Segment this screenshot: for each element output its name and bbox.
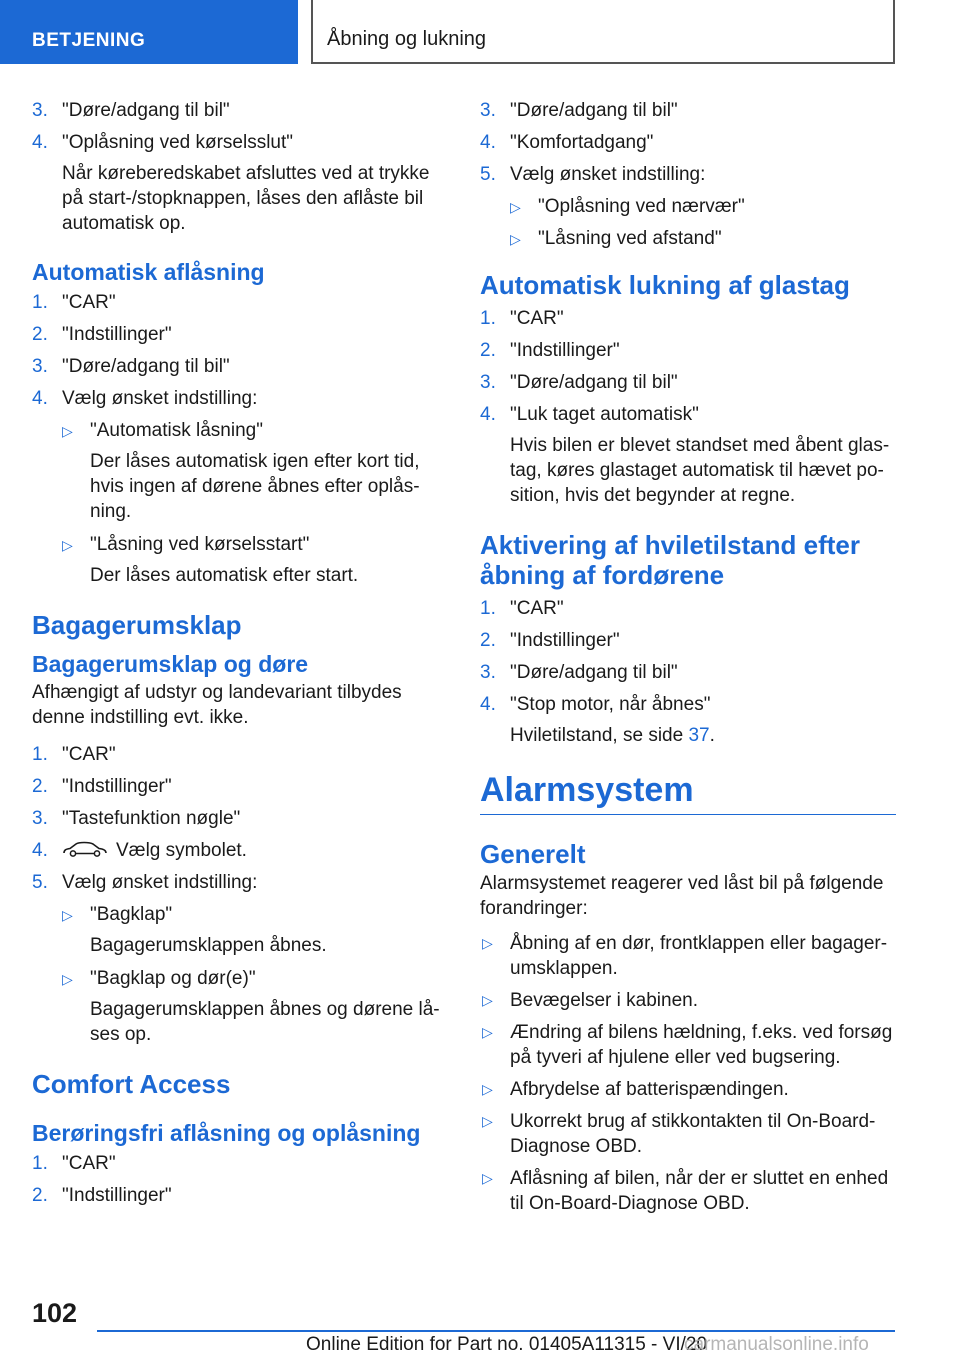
list-item: 3. "Døre/adgang til bil" (480, 372, 678, 393)
heading-comfort-access: Comfort Access (32, 1069, 231, 1099)
bullet-item: ▷ Aflåsning af bilen, når der er sluttet en enhed til On-Board-Diagnose OBD. (482, 1168, 889, 1214)
triangle-bullet-icon: ▷ (510, 231, 521, 247)
list-item: 4. "Oplåsning ved kørselsslut" (32, 132, 294, 153)
heading-touchfree: Berøringsfri aflåsning og oplåsning (32, 1120, 421, 1146)
triangle-bullet-icon: ▷ (62, 907, 73, 923)
list-item: 1. "CAR" (32, 1153, 116, 1174)
chapter-title: Åbning og lukning (311, 0, 895, 64)
bullet-item: ▷ "Låsning ved kørselsstart" (32, 532, 442, 558)
list-item: 2. "Indstillinger" (480, 340, 620, 361)
right-column (480, 98, 896, 1223)
heading-glass-roof: Automatisk lukning af glastag (480, 270, 850, 300)
triangle-bullet-icon: ▷ (482, 1024, 493, 1040)
list-item: 5. Vælg ønsket indstilling: (480, 164, 706, 185)
list-item: 3. "Døre/adgang til bil" (32, 356, 230, 377)
list-item: 3. "Tastefunktion nøgle" (32, 808, 241, 829)
heading-general: Generelt (480, 839, 586, 869)
list-item: 2. "Indstillinger" (32, 1185, 172, 1206)
heading-tailgate: Bagagerumsklap (32, 610, 242, 640)
list-item: 1. "CAR" (32, 292, 116, 313)
list-item: 2. "Indstillinger" (32, 776, 172, 797)
bullet-item: ▷ "Bagklap og dør(e)" (32, 966, 442, 992)
bullet-item: ▷ Bevægelser i kabinen. (482, 990, 698, 1011)
item-description: Når køreberedskabet afsluttes ved at trykke på start-/stopknappen, låses den aflåste bil automatisk op. (62, 163, 430, 234)
bullet-description: Der låses automatisk igen efter kort tid, hvis ingen af dørene åbnes efter oplåsning. (90, 451, 420, 522)
triangle-bullet-icon: ▷ (62, 423, 73, 439)
list-item: 4. Vælg ønsket indstilling: (32, 388, 258, 409)
bullet-item: ▷ "Låsning ved afstand" (480, 226, 896, 252)
triangle-bullet-icon: ▷ (510, 199, 521, 215)
triangle-bullet-icon: ▷ (482, 1170, 493, 1186)
tailgate-paragraph: Afhængigt af udstyr og landevariant tilbydes denne indstilling evt. ikke. (32, 682, 402, 728)
list-item: 1. "CAR" (480, 308, 564, 329)
list-item: 1. "CAR" (480, 598, 564, 619)
general-paragraph: Alarmsystemet reagerer ved låst bil på følgende forandringer: (480, 873, 884, 919)
triangle-bullet-icon: ▷ (482, 1081, 493, 1097)
list-item: 4. Vælg symbolet. (32, 840, 247, 861)
bullet-item: ▷ Ændring af bilens hældning, f.eks. ved forsøg på tyveri af hjulene eller ved bugsering. (482, 1022, 893, 1068)
bullet-description: Bagagerumsklappen åbnes. (90, 935, 327, 956)
list-item: 1. "CAR" (32, 744, 116, 765)
edition-text: Online Edition for Part no. 01405A11315 - VI/20 (306, 1334, 708, 1355)
list-item: 5. Vælg ønsket indstilling: (32, 872, 258, 893)
bullet-item: ▷ "Automatisk låsning" (32, 418, 442, 444)
left-column (32, 98, 442, 1215)
watermark: carmanualsonline.info (684, 1334, 869, 1355)
heading-tailgate-doors: Bagagerumsklap og døre (32, 651, 309, 677)
heading-rest-state: Aktivering af hviletilstand efter åbning af fordørene (480, 530, 860, 590)
triangle-bullet-icon: ▷ (62, 971, 73, 987)
section-tab: BETJENING (0, 0, 298, 64)
car-icon (62, 840, 108, 858)
list-item: 3. "Døre/adgang til bil" (480, 100, 678, 121)
list-item: 2. "Indstillinger" (32, 324, 172, 345)
list-item: 3. "Døre/adgang til bil" (32, 100, 230, 121)
page-number: 102 (32, 1298, 78, 1328)
list-item: 2. "Indstillinger" (480, 630, 620, 651)
page-reference-link[interactable]: 37 (688, 725, 710, 746)
list-item: 4. "Komfortadgang" (480, 132, 654, 153)
list-item: 4. "Stop motor, når åbnes" (480, 694, 711, 715)
bullet-item: ▷ "Bagklap" (32, 902, 442, 928)
bullet-item: ▷ Ukorrekt brug af stikkontakten til On-Board-Diagnose OBD. (482, 1111, 876, 1157)
item-description: Hvis bilen er blevet standset med åbent glastag, køres glastaget automatisk til hævet position, hvis det begynder at regne. (510, 435, 890, 506)
list-item: 4. "Luk taget automatisk" (480, 404, 699, 425)
triangle-bullet-icon: ▷ (62, 537, 73, 553)
list-item: 3. "Døre/adgang til bil" (480, 662, 678, 683)
heading-alarm-system: Alarmsystem (480, 770, 896, 815)
bullet-item: ▷ "Oplåsning ved nærvær" (480, 194, 896, 220)
heading-auto-lock: Automatisk aflåsning (32, 259, 265, 285)
triangle-bullet-icon: ▷ (482, 992, 493, 1008)
bullet-description: Der låses automatisk efter start. (90, 565, 359, 586)
bullet-item: ▷ Afbrydelse af batterispændingen. (482, 1079, 789, 1100)
bullet-item: ▷ Åbning af en dør, frontklappen eller bagagerumsklappen. (482, 933, 888, 979)
triangle-bullet-icon: ▷ (482, 935, 493, 951)
item-description: Hviletilstand, se side 37. (510, 725, 715, 746)
bullet-description: Bagagerumsklappen åbnes og dørene låses op. (90, 999, 440, 1045)
triangle-bullet-icon: ▷ (482, 1113, 493, 1129)
footer-divider (97, 1330, 895, 1332)
